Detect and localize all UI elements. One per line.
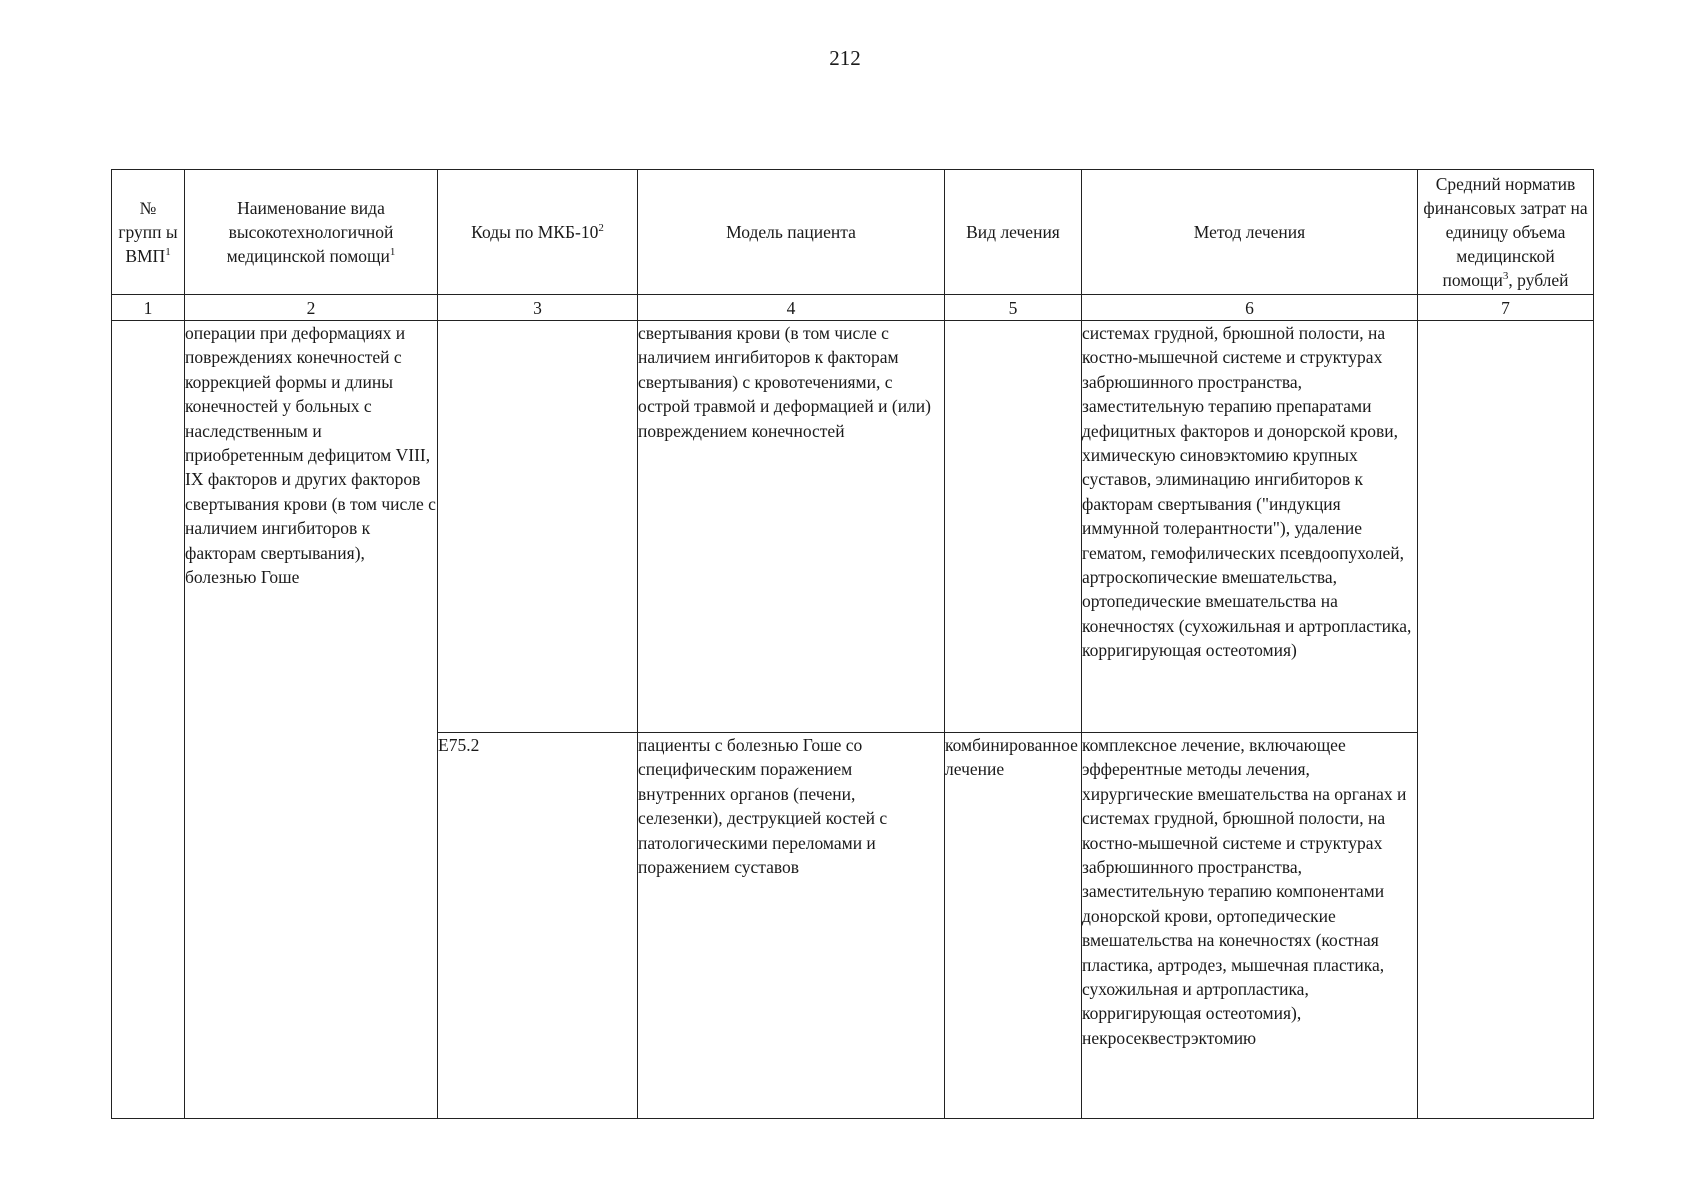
table-row xyxy=(112,321,1594,733)
column-number: 3 xyxy=(438,295,638,321)
column-number: 5 xyxy=(945,295,1082,321)
column-number-row xyxy=(112,295,1594,321)
header-icd-codes: Коды по МКБ-$10^2$ xyxy=(438,170,638,295)
column-number: 2 xyxy=(185,295,438,321)
header-care-type-name: Наименование вида высокотехнологичной медицинской помощи$^1$ xyxy=(185,170,438,295)
header-row xyxy=(112,170,1594,295)
patient-model-cell: пациенты с болезнью Гоше со специфическим поражением внутренних органов (печени, селезенки), деструкцией костей с патологическими переломами и поражением суставов xyxy=(638,733,945,1119)
treatment-type-cell xyxy=(945,321,1082,733)
vmp-table xyxy=(111,169,1594,1119)
column-number: 1 xyxy=(112,295,185,321)
cost-standard-cell xyxy=(1418,321,1594,1119)
column-number: 4 xyxy=(638,295,945,321)
treatment-type-cell: комбинированное лечение xyxy=(945,733,1082,1119)
patient-model-cell: свертывания крови (в том числе с наличием ингибиторов к факторам свертывания) с кровотечениями, с острой травмой и деформацией и (или) повреждением конечностей xyxy=(638,321,945,733)
care-type-name-cell: операции при деформациях и повреждениях конечностей с коррекцией формы и длины конечностей у больных с наследственным и приобретенным дефицитом VIII, IX факторов и других факторов свертывания крови (в том числе с наличием ингибиторов к факторам свертывания), болезнью Гоше xyxy=(185,321,438,1119)
page-number: 212 xyxy=(829,46,861,70)
header-group-number: № групп ы ВМП$^1$ xyxy=(112,170,185,295)
icd-codes-cell: E75.2 xyxy=(438,733,638,1119)
column-number: 6 xyxy=(1082,295,1418,321)
group-number-cell xyxy=(112,321,185,1119)
treatment-method-cell: комплексное лечение, включающее эфферентные методы лечения, хирургические вмешательства на органах и системах грудной, брюшной полости, на костно-мышечной системе и структурах забрюшинного пространства, заместительную терапию компонентами донорской крови, ортопедические вмешательства на конечностях (костная пластика, артродез, мышечная пластика, сухожильная и артропластика, корригирующая остеотомия), некросеквестрэктомию xyxy=(1082,733,1418,1119)
column-number: 7 xyxy=(1418,295,1594,321)
header-treatment-method: Метод лечения xyxy=(1082,170,1418,295)
header-patient-model: Модель пациента xyxy=(638,170,945,295)
header-treatment-type: Вид лечения xyxy=(945,170,1082,295)
icd-codes-cell xyxy=(438,321,638,733)
header-cost-standard: Средний норматив финансовых затрат на единицу объема медицинской помощи$^3$, рублей xyxy=(1418,170,1594,295)
treatment-method-cell: системах грудной, брюшной полости, на костно-мышечной системе и структурах забрюшинного пространства, заместительную терапию препаратами дефицитных факторов и донорской крови, химическую синовэктомию крупных суставов, элиминацию ингибиторов к факторам свертывания ("индукция иммунной толерантности"), удаление гематом, гемофилических псевдоопухолей, артроскопические вмешательства, ортопедические вмешательства на конечностях (сухожильная и артропластика, корригирующая остеотомия) xyxy=(1082,321,1418,733)
